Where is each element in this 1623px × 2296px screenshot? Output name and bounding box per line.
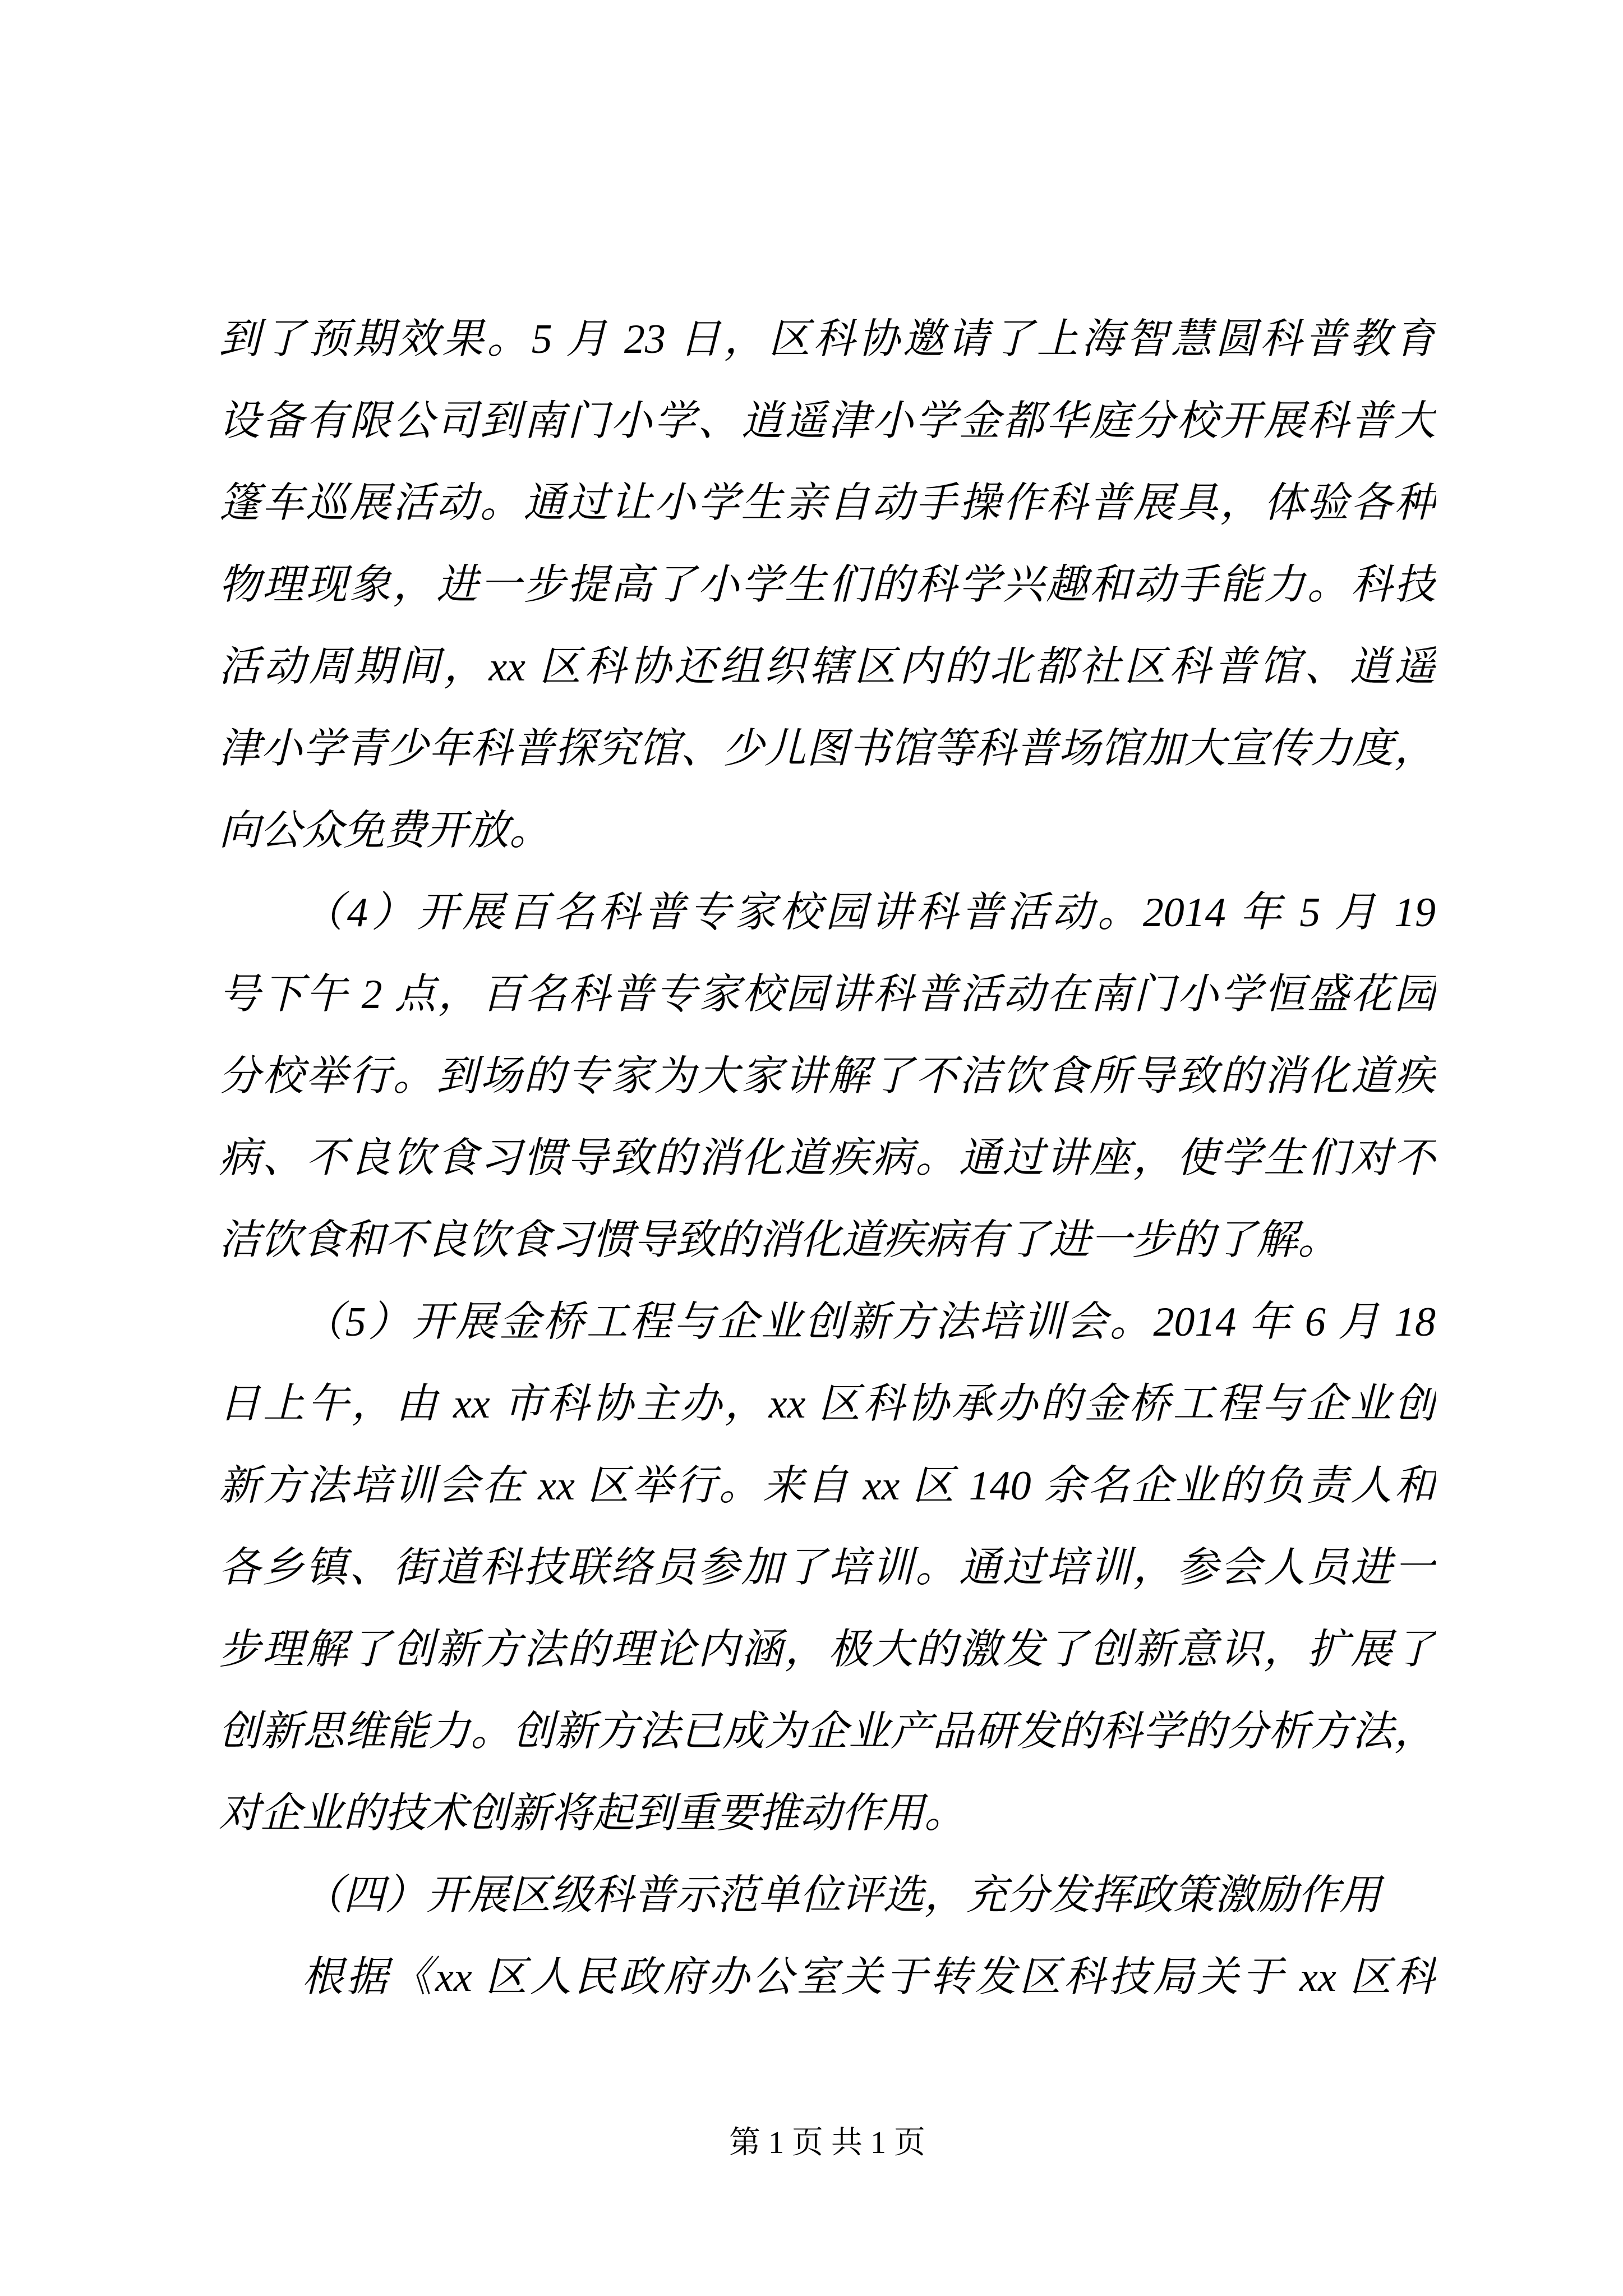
text-line: 对企业的技术创新将起到重要推动作用。 <box>219 1791 966 1837</box>
text-line: 分校举行。到场的专家为大家讲解了不洁饮食所导致的消化道疾 <box>219 1053 1436 1099</box>
text-line: 篷车巡展活动。通过让小学生亲自动手操作科普展具，体验各种 <box>219 480 1436 526</box>
page-footer: 第 1 页 共 1 页 <box>729 2125 925 2160</box>
text-line: 设备有限公司到南门小学、逍遥津小学金都华庭分校开展科普大 <box>219 398 1436 444</box>
document-body <box>219 298 1436 2018</box>
text-line: 洁饮食和不良饮食习惯导致的消化道疾病有了进一步的了解。 <box>219 1217 1339 1263</box>
text-line: （5）开展金桥工程与企业创新方法培训会。2014 年 6 月 18 <box>302 1299 1436 1345</box>
text-line: 向公众免费开放。 <box>219 808 551 854</box>
text-line: 号下午 2 点，百名科普专家校园讲科普活动在南门小学恒盛花园 <box>219 972 1436 1018</box>
text-line: 步理解了创新方法的理论内涵，极大的激发了创新意识，扩展了 <box>219 1627 1436 1673</box>
text-line: 到了预期效果。5 月 23 日，区科协邀请了上海智慧圆科普教育 <box>219 316 1436 362</box>
text-line: 津小学青少年科普探究馆、少儿图书馆等科普场馆加大宣传力度， <box>219 726 1436 772</box>
text-line: 物理现象，进一步提高了小学生们的科学兴趣和动手能力。科技 <box>219 562 1436 608</box>
text-line: 日上午，由 xx 市科协主办，xx 区科协承办的金桥工程与企业创 <box>219 1381 1436 1427</box>
text-line: （4）开展百名科普专家校园讲科普活动。2014 年 5 月 19 <box>302 890 1436 936</box>
text-line: （四）开展区级科普示范单位评选，充分发挥政策激励作用 <box>302 1872 1381 1918</box>
text-line: 病、不良饮食习惯导致的消化道疾病。通过讲座，使学生们对不 <box>219 1135 1436 1181</box>
text-line: 活动周期间，xx 区科协还组织辖区内的北都社区科普馆、逍遥 <box>219 644 1436 690</box>
text-line: 各乡镇、街道科技联络员参加了培训。通过培训，参会人员进一 <box>219 1545 1436 1591</box>
text-line: 新方法培训会在 xx 区举行。来自 xx 区 140 余名企业的负责人和 <box>219 1463 1436 1509</box>
text-line: 根据《xx 区人民政府办公室关于转发区科技局关于 xx 区科 <box>302 1954 1436 2000</box>
text-line: 创新思维能力。创新方法已成为企业产品研发的科学的分析方法， <box>219 1709 1436 1755</box>
